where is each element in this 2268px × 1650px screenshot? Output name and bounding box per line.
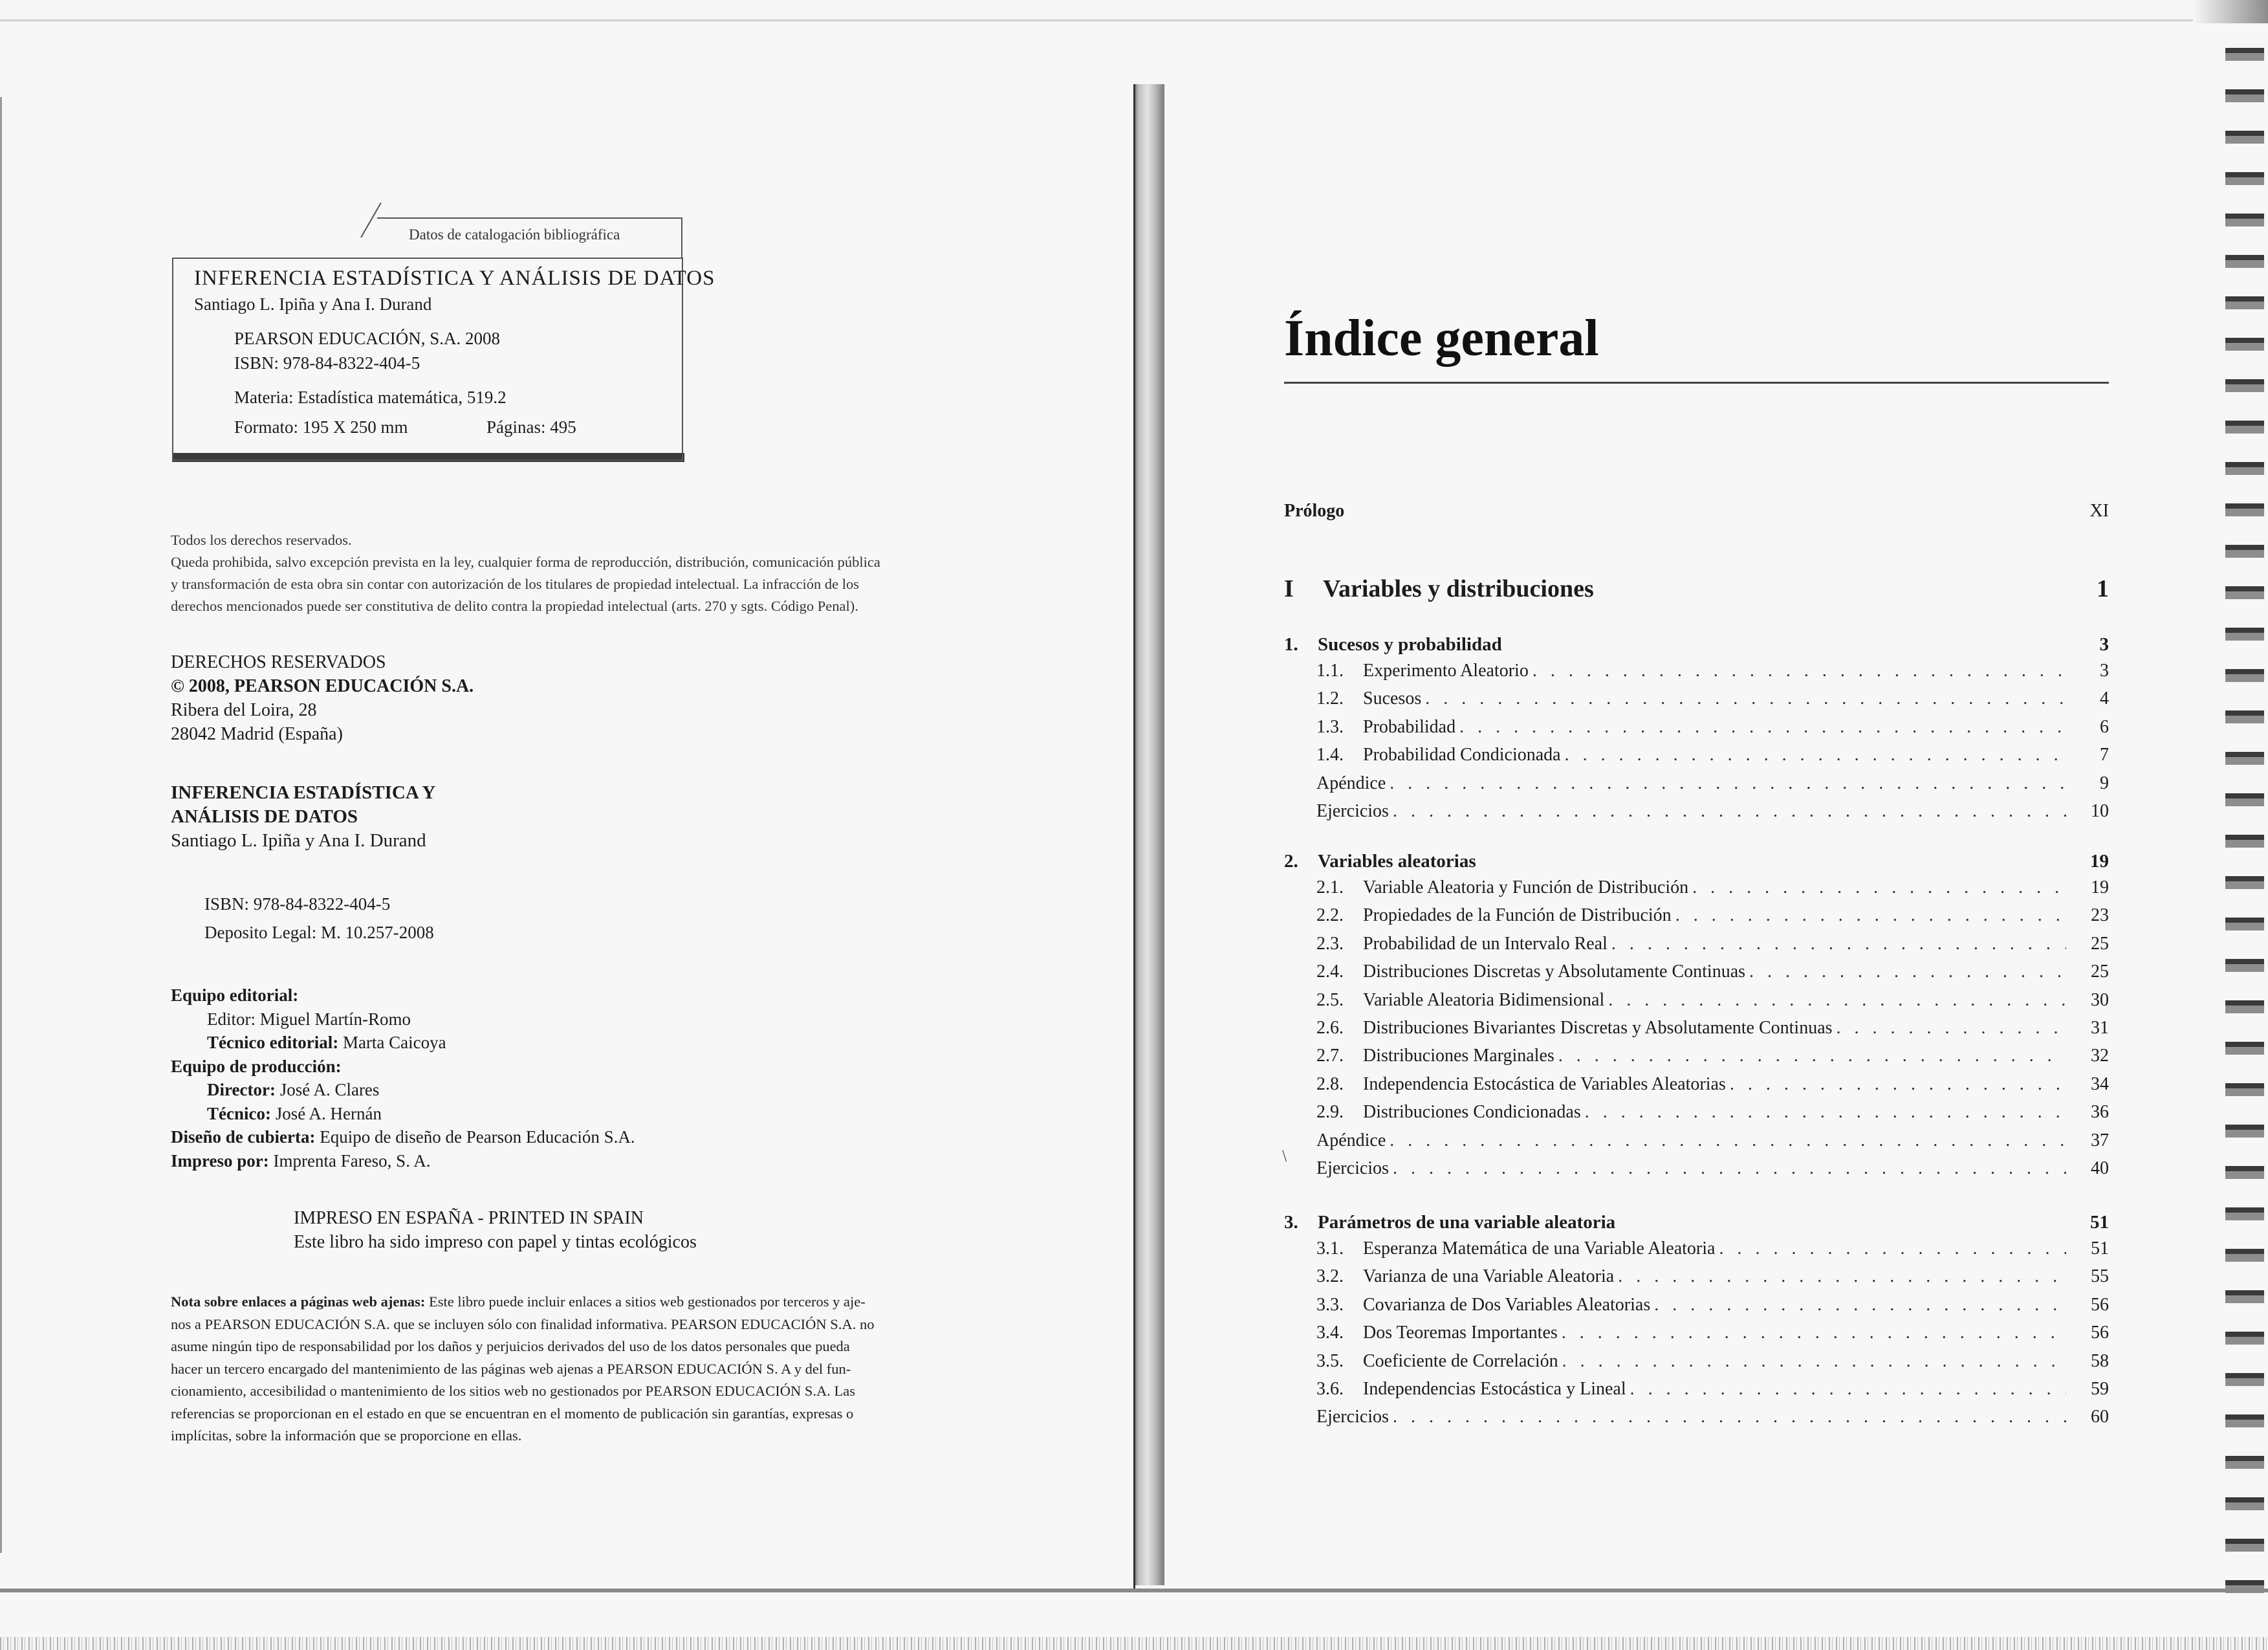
toc-entry-page: 25 bbox=[2091, 962, 2109, 982]
note-line: referencias se proporcionan en el estado en que se encuentran en el momento de publicación sin garantías, expresas o bbox=[171, 1405, 854, 1422]
toc-entry-title: Dos Teoremas Importantes bbox=[1363, 1323, 1558, 1343]
deposito-legal: Deposito Legal: M. 10.257-2008 bbox=[204, 923, 434, 942]
toc-chapter-number: 1. bbox=[1284, 634, 1298, 655]
toc-leader-dots bbox=[1562, 1351, 2066, 1372]
toc-entry-page: 10 bbox=[2091, 801, 2109, 821]
toc-leader-dots bbox=[1532, 661, 2066, 681]
toc-entry-page: 34 bbox=[2091, 1073, 2109, 1094]
toc-entry-title: Distribuciones Marginales bbox=[1363, 1046, 1554, 1066]
toc-chapter-page: 3 bbox=[2099, 634, 2109, 655]
rights-line: Queda prohibida, salvo excepción prevista en la ley, cualquier forma de reproducción, distribución, comunicación pública bbox=[171, 554, 880, 570]
note-line: cionamiento, accesibilidad o mantenimiento de los sitios web no gestionados por PEARSON EDUCACIÓN S.A. Las bbox=[171, 1383, 855, 1399]
toc-leader-dots bbox=[1562, 1323, 2066, 1343]
external-links-note bbox=[171, 1291, 994, 1447]
scan-left-edge bbox=[0, 97, 2, 1553]
margin-pen-mark: \ bbox=[1282, 1147, 1287, 1165]
toc-entry-title: Distribuciones Condicionadas bbox=[1363, 1102, 1581, 1123]
toc-entry-number: 2.4. bbox=[1316, 962, 1344, 982]
toc-entry-title: Esperanza Matemática de una Variable Aleatoria bbox=[1363, 1238, 1716, 1259]
toc-entry-title: Apéndice bbox=[1316, 1130, 1386, 1150]
team-label: Equipo de producción: bbox=[171, 1056, 342, 1076]
toc-entry-page: 60 bbox=[2091, 1407, 2109, 1427]
toc-entry-page: 51 bbox=[2091, 1238, 2109, 1259]
toc-entry bbox=[1316, 1130, 2109, 1151]
role-label: Impreso por: bbox=[171, 1150, 269, 1171]
editorial-team bbox=[171, 984, 635, 1172]
toc-entry-page: 55 bbox=[2091, 1266, 2109, 1287]
toc-entry-number: 2.1. bbox=[1316, 877, 1344, 897]
toc-prologo-page: XI bbox=[2089, 501, 2109, 521]
toc-leader-dots bbox=[1654, 1295, 2066, 1315]
catalog-formato: Formato: 195 X 250 mm bbox=[234, 417, 408, 437]
toc-heading-rule bbox=[1284, 382, 2109, 384]
toc-entry bbox=[1316, 1266, 2109, 1287]
toc-entry bbox=[1316, 1018, 2109, 1039]
isbn-block bbox=[204, 890, 434, 947]
toc-entry bbox=[1316, 661, 2109, 681]
toc-entry-page: 36 bbox=[2091, 1102, 2109, 1123]
toc-entry-title: Probabilidad bbox=[1363, 716, 1456, 737]
toc-entry-number: 2.9. bbox=[1316, 1102, 1344, 1123]
toc-entry bbox=[1316, 1351, 2109, 1372]
toc-chapter-page: 19 bbox=[2090, 851, 2109, 872]
toc-entry-page: 56 bbox=[2091, 1323, 2109, 1343]
toc-entry-page: 9 bbox=[2100, 773, 2109, 793]
toc-leader-dots bbox=[1630, 1379, 2066, 1400]
toc-entry-number: 3.3. bbox=[1316, 1294, 1344, 1315]
rights-line: Todos los derechos reservados. bbox=[171, 532, 352, 548]
toc-entry-title: Ejercicios bbox=[1316, 1407, 1389, 1427]
role-label: Diseño de cubierta: bbox=[171, 1127, 316, 1147]
toc-leader-dots bbox=[1393, 1407, 2066, 1427]
catalog-title: INFERENCIA ESTADÍSTICA Y ANÁLISIS DE DATOS bbox=[194, 267, 715, 290]
book-authors: Santiago L. Ipiña y Ana I. Durand bbox=[171, 830, 426, 851]
toc-leader-dots bbox=[1390, 1130, 2066, 1151]
printed-in-line: IMPRESO EN ESPAÑA - PRINTED IN SPAIN bbox=[294, 1208, 644, 1228]
toc-entry-number: 2.2. bbox=[1316, 905, 1344, 926]
toc-entry-title: Variable Aleatoria y Función de Distribución bbox=[1363, 877, 1689, 897]
toc-entry-title: Distribuciones Bivariantes Discretas y Absolutamente Continuas bbox=[1363, 1018, 1833, 1038]
role-name: Imprenta Fareso, S. A. bbox=[268, 1150, 431, 1171]
role-label: Editor: bbox=[207, 1009, 256, 1029]
toc-part-page: 1 bbox=[2097, 575, 2109, 602]
catalog-authors: Santiago L. Ipiña y Ana I. Durand bbox=[194, 294, 432, 314]
toc-entry-number: 2.6. bbox=[1316, 1018, 1344, 1038]
toc-entry-page: 37 bbox=[2091, 1130, 2109, 1150]
toc-part-title: Variables y distribuciones bbox=[1323, 575, 1594, 602]
toc-leader-dots bbox=[1390, 773, 2066, 794]
toc-entry bbox=[1316, 1238, 2109, 1259]
toc-entry-number: 1.2. bbox=[1316, 688, 1344, 709]
toc-entry bbox=[1316, 990, 2109, 1011]
role-label: Técnico: bbox=[207, 1103, 271, 1123]
book-gutter bbox=[1133, 84, 1164, 1585]
toc-leader-dots bbox=[1618, 1266, 2066, 1287]
toc-entry-title: Apéndice bbox=[1316, 773, 1386, 793]
address-city: 28042 Madrid (España) bbox=[171, 724, 343, 744]
toc-entry-page: 19 bbox=[2091, 877, 2109, 897]
toc-entry-title: Propiedades de la Función de Distribución bbox=[1363, 905, 1672, 926]
toc-leader-dots bbox=[1749, 962, 2066, 982]
note-line: nos a PEARSON EDUCACIÓN S.A. que se incluyen sólo con finalidad informativa. PEARSON EDUCACIÓN S.A. no bbox=[171, 1315, 875, 1332]
toc-entry-number: 3.4. bbox=[1316, 1323, 1344, 1343]
toc-entry-title: Varianza de una Variable Aleatoria bbox=[1363, 1266, 1615, 1287]
toc-entry-title: Covarianza de Dos Variables Aleatorias bbox=[1363, 1294, 1651, 1315]
toc-entry-number: 2.8. bbox=[1316, 1073, 1344, 1094]
role-name: José A. Clares bbox=[275, 1080, 380, 1099]
toc-entry-number: 3.2. bbox=[1316, 1266, 1344, 1287]
role-name: Miguel Martín-Romo bbox=[256, 1009, 411, 1029]
printed-in bbox=[294, 1206, 697, 1254]
toc-entry-page: 25 bbox=[2091, 933, 2109, 954]
toc-entry bbox=[1316, 1046, 2109, 1066]
toc-entry bbox=[1316, 962, 2109, 982]
catalog-isbn: ISBN: 978-84-8322-404-5 bbox=[234, 353, 420, 373]
toc-entry bbox=[1316, 773, 2109, 794]
copyright-line: DERECHOS RESERVADOS bbox=[171, 652, 386, 672]
catalog-tab-label: Datos de catalogación bibliográfica bbox=[409, 226, 620, 243]
catalog-publisher: PEARSON EDUCACIÓN, S.A. 2008 bbox=[234, 329, 501, 348]
toc-entry bbox=[1316, 934, 2109, 954]
toc-leader-dots bbox=[1611, 934, 2066, 954]
toc-leader-dots bbox=[1393, 801, 2066, 822]
rights-line: y transformación de esta obra sin contar con autorización de los titulares de propiedad intelectual. La infracción de los bbox=[171, 576, 859, 592]
toc-entry-number: 2.3. bbox=[1316, 933, 1344, 954]
toc-entry bbox=[1316, 1323, 2109, 1343]
toc-chapter-number: 3. bbox=[1284, 1212, 1298, 1233]
toc-entry-title: Distribuciones Discretas y Absolutamente Continuas bbox=[1363, 962, 1746, 982]
toc-entry-title: Probabilidad Condicionada bbox=[1363, 745, 1561, 765]
copyright-block bbox=[171, 650, 474, 746]
toc-entry-page: 6 bbox=[2100, 716, 2109, 737]
toc-entry-number: 1.1. bbox=[1316, 661, 1344, 681]
eco-note: Este libro ha sido impreso con papel y tintas ecológicos bbox=[294, 1232, 697, 1252]
toc-chapter-title: Sucesos y probabilidad bbox=[1318, 634, 1502, 655]
toc-prologo: Prólogo bbox=[1284, 501, 1345, 521]
role-label: Director: bbox=[207, 1080, 276, 1099]
toc-chapter-title: Variables aleatorias bbox=[1318, 851, 1476, 872]
role-name: José A. Hernán bbox=[270, 1103, 382, 1123]
toc-entry-number: 1.3. bbox=[1316, 716, 1344, 737]
role-name: Marta Caicoya bbox=[338, 1033, 446, 1052]
toc-entry bbox=[1316, 717, 2109, 738]
book-title-block bbox=[171, 781, 435, 853]
note-line: Este libro puede incluir enlaces a sitios web gestionados por terceros y aje- bbox=[425, 1293, 866, 1310]
toc-entry-number: 2.5. bbox=[1316, 989, 1344, 1010]
toc-leader-dots bbox=[1719, 1238, 2066, 1259]
toc-entry-title: Sucesos bbox=[1363, 688, 1422, 709]
toc-entry-title: Experimento Aleatorio bbox=[1363, 661, 1529, 681]
toc-entry-number: 1.4. bbox=[1316, 745, 1344, 765]
book-title-line: ANÁLISIS DE DATOS bbox=[171, 806, 358, 827]
toc-entry bbox=[1316, 745, 2109, 765]
toc-chapter-page: 51 bbox=[2090, 1212, 2109, 1233]
role-label: Técnico editorial: bbox=[207, 1033, 339, 1052]
toc-entry-title: Independencia Estocástica de Variables Aleatorias bbox=[1363, 1073, 1726, 1094]
address-street: Ribera del Loira, 28 bbox=[171, 700, 317, 720]
catalog-materia: Materia: Estadística matemática, 519.2 bbox=[234, 388, 507, 407]
note-line: hacer un tercero encargado del mantenimiento de las páginas web ajenas a PEARSON EDUCACIÓN S. A y del fun- bbox=[171, 1360, 851, 1377]
scan-top-edge bbox=[0, 19, 2268, 21]
toc-entry bbox=[1316, 1379, 2109, 1400]
toc-entry-title: Independencias Estocástica y Lineal bbox=[1363, 1379, 1626, 1399]
scan-bottom-noise bbox=[0, 1637, 2268, 1650]
toc-leader-dots bbox=[1558, 1046, 2066, 1066]
toc-leader-dots bbox=[1425, 688, 2066, 709]
toc-leader-dots bbox=[1730, 1074, 2066, 1095]
toc-entry-title: Variable Aleatoria Bidimensional bbox=[1363, 989, 1605, 1010]
toc-entry-page: 40 bbox=[2091, 1158, 2109, 1178]
rights-line: derechos mencionados puede ser constitutiva de delito contra la propiedad intelectual (arts. 270 y sgts. Código Penal). bbox=[171, 598, 858, 614]
toc-leader-dots bbox=[1459, 717, 2066, 738]
toc-leader-dots bbox=[1608, 990, 2066, 1011]
toc-entry-page: 56 bbox=[2091, 1294, 2109, 1315]
rights-notice bbox=[171, 529, 994, 617]
book-title-line: INFERENCIA ESTADÍSTICA Y bbox=[171, 782, 436, 803]
toc-chapter-number: 2. bbox=[1284, 851, 1298, 872]
toc-entry-page: 58 bbox=[2091, 1350, 2109, 1371]
toc-entry-page: 3 bbox=[2100, 661, 2109, 681]
role-name: Equipo de diseño de Pearson Educación S.A. bbox=[315, 1127, 635, 1147]
toc-leader-dots bbox=[1393, 1158, 2066, 1179]
scan-bottom-edge bbox=[0, 1589, 2268, 1592]
toc-entry-page: 59 bbox=[2091, 1379, 2109, 1399]
right-page-edge bbox=[1133, 84, 1135, 1589]
toc-leader-dots bbox=[1565, 745, 2066, 765]
toc-entry-title: Coeficiente de Correlación bbox=[1363, 1350, 1558, 1371]
toc-entry bbox=[1316, 1295, 2109, 1315]
toc-entry-page: 4 bbox=[2100, 688, 2109, 709]
toc-entry-page: 32 bbox=[2091, 1046, 2109, 1066]
toc-entry-title: Ejercicios bbox=[1316, 1158, 1389, 1178]
catalog-paginas: Páginas: 495 bbox=[486, 417, 576, 437]
toc-heading: Índice general bbox=[1284, 310, 1599, 367]
toc-entry bbox=[1316, 801, 2109, 822]
toc-entry bbox=[1316, 877, 2109, 898]
toc-entry bbox=[1316, 1158, 2109, 1179]
toc-entry-title: Ejercicios bbox=[1316, 801, 1389, 821]
note-label: Nota sobre enlaces a páginas web ajenas: bbox=[171, 1293, 426, 1310]
toc-entry bbox=[1316, 1074, 2109, 1095]
toc-leader-dots bbox=[1675, 905, 2066, 926]
toc-entry-page: 31 bbox=[2091, 1018, 2109, 1038]
toc-entry bbox=[1316, 1407, 2109, 1427]
toc-entry-page: 30 bbox=[2091, 989, 2109, 1010]
toc-entry-page: 7 bbox=[2100, 745, 2109, 765]
spiral-binding bbox=[2225, 39, 2264, 1605]
toc-entry-page: 23 bbox=[2091, 905, 2109, 926]
note-line: asume ningún tipo de responsabilidad por los daños y perjuicios derivados del uso de los datos personales que pueda bbox=[171, 1338, 850, 1354]
team-label: Equipo editorial: bbox=[171, 985, 299, 1005]
toc-entry-number: 3.1. bbox=[1316, 1238, 1344, 1259]
toc-leader-dots bbox=[1585, 1102, 2066, 1123]
isbn: ISBN: 978-84-8322-404-5 bbox=[204, 894, 391, 914]
toc-leader-dots bbox=[1692, 877, 2066, 898]
toc-entry-number: 3.5. bbox=[1316, 1350, 1344, 1371]
note-line: implícitas, sobre la información que se proporcione en ellas. bbox=[171, 1427, 522, 1444]
toc-entry bbox=[1316, 1102, 2109, 1123]
toc-entry-number: 2.7. bbox=[1316, 1046, 1344, 1066]
toc-entry-title: Probabilidad de un Intervalo Real bbox=[1363, 933, 1608, 954]
toc-entry bbox=[1316, 688, 2109, 709]
scan-corner-shadow bbox=[2193, 0, 2268, 23]
copyright-holder: © 2008, PEARSON EDUCACIÓN S.A. bbox=[171, 676, 474, 696]
toc-entry-number: 3.6. bbox=[1316, 1379, 1344, 1399]
toc-leader-dots bbox=[1837, 1018, 2066, 1039]
toc-entry bbox=[1316, 905, 2109, 926]
toc-chapter-title: Parámetros de una variable aleatoria bbox=[1318, 1212, 1616, 1233]
toc-part-number: I bbox=[1284, 575, 1294, 602]
